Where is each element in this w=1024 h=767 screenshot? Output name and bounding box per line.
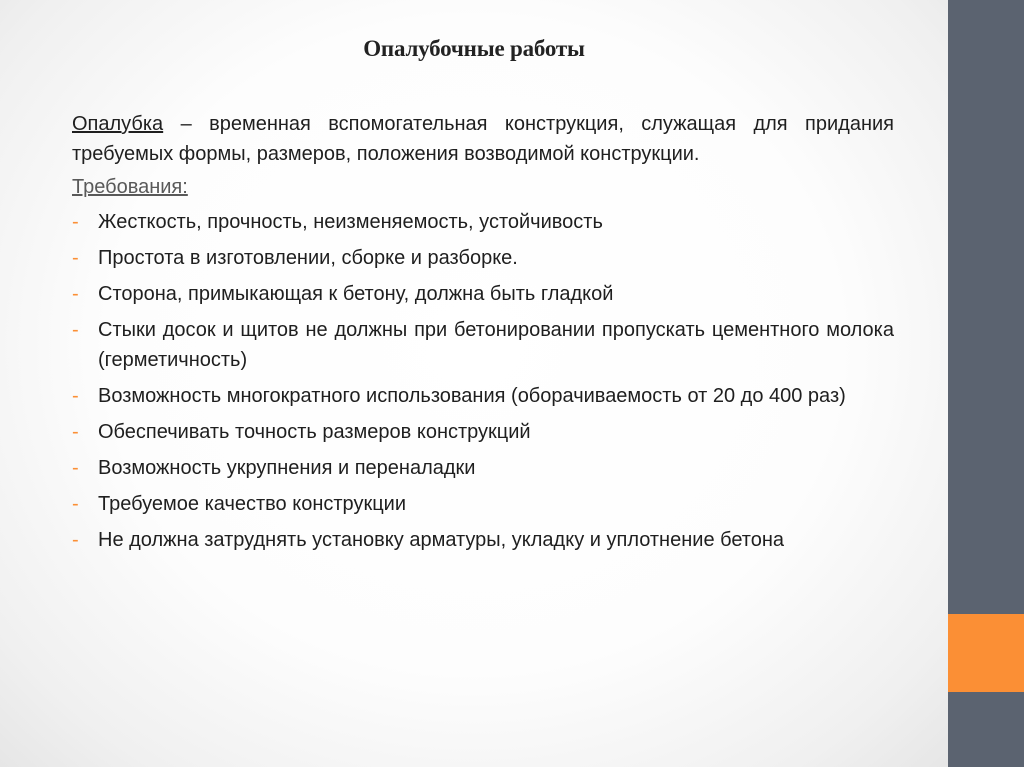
requirement-item (72, 489, 894, 519)
requirement-text: Не должна затруднять установку арматуры, укладку и уплотнение бетона (98, 529, 785, 551)
dash-bullet-icon: - (72, 385, 79, 407)
requirement-item (72, 279, 894, 309)
dash-bullet-icon: - (72, 283, 79, 305)
definition-text: – временная вспомогательная конструкция, служащая для придания требуемых формы, размеров, положения возводимой конструкции. (72, 113, 894, 165)
dash-bullet-icon: - (72, 247, 79, 269)
dash-bullet-icon: - (72, 529, 79, 551)
requirement-item (72, 243, 894, 273)
slide-content (72, 109, 894, 561)
dash-bullet-icon: - (72, 319, 79, 341)
requirement-text: Жесткость, прочность, неизменяемость, устойчивость (98, 211, 603, 233)
slide-title: Опалубочные работы (363, 36, 585, 61)
requirements-list (72, 207, 894, 555)
definition-paragraph (72, 109, 894, 169)
requirement-item (72, 525, 894, 555)
requirement-item (72, 207, 894, 237)
requirement-text: Требуемое качество конструкции (98, 493, 406, 515)
requirement-text: Обеспечивать точность размеров конструкций (98, 421, 531, 443)
requirement-text: Возможность укрупнения и переналадки (98, 457, 476, 479)
requirement-text: Стыки досок и щитов не должны при бетонировании пропускать цементного молока (герметичность) (98, 319, 894, 371)
dash-bullet-icon: - (72, 211, 79, 233)
dash-bullet-icon: - (72, 457, 79, 479)
requirement-text: Простота в изготовлении, сборке и разборке. (98, 247, 518, 269)
requirement-item (72, 453, 894, 483)
dash-bullet-icon: - (72, 421, 79, 443)
side-accent-block (948, 614, 1024, 692)
requirement-text: Возможность многократного использования (оборачиваемость от 20 до 400 раз) (98, 385, 846, 407)
requirement-item (72, 417, 894, 447)
definition-term: Опалубка (72, 113, 164, 135)
requirement-item (72, 315, 894, 375)
requirement-item (72, 381, 894, 411)
requirements-heading: Требования: (72, 176, 188, 198)
requirement-text: Сторона, примыкающая к бетону, должна быть гладкой (98, 283, 614, 305)
dash-bullet-icon: - (72, 493, 79, 515)
